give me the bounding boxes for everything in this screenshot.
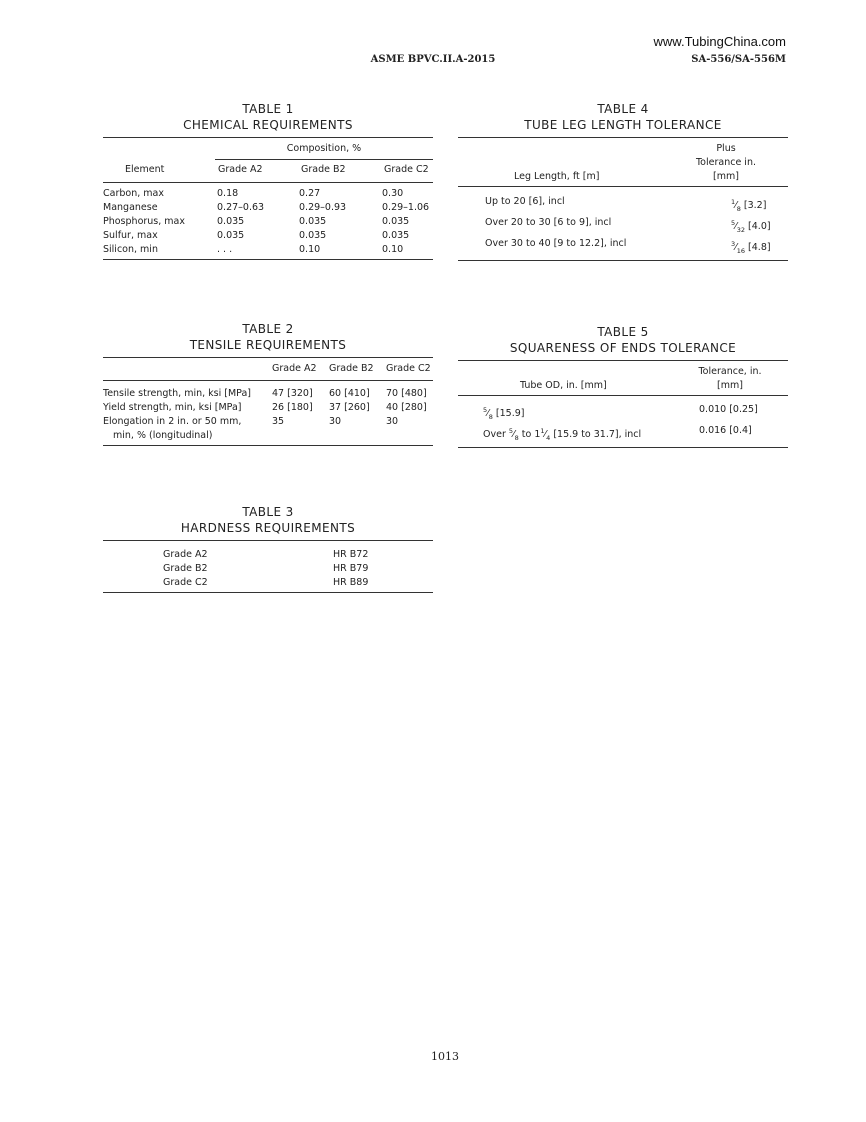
cell: HR B89 xyxy=(333,577,369,588)
table-row xyxy=(103,201,433,215)
fraction-denominator: 8 xyxy=(514,434,519,443)
cell: Carbon, max xyxy=(103,188,164,199)
table-1-group-header: Composition, % xyxy=(286,143,362,154)
table-row xyxy=(103,548,433,562)
cell: 40 [280] xyxy=(386,402,427,413)
cell: 0.29–1.06 xyxy=(382,202,430,213)
table-row xyxy=(458,424,788,445)
cell: HR B72 xyxy=(333,549,369,560)
fraction-numerator: 5 xyxy=(483,406,488,414)
table-5-title: SQUARENESS OF ENDS TOLERANCE xyxy=(509,341,737,355)
fraction-cell: $^1⁄_8$ [3.2] xyxy=(731,198,767,214)
cell: Up to 20 [6], incl xyxy=(485,196,565,207)
table-row xyxy=(458,216,788,237)
table-2-col-grade-b2: Grade B2 xyxy=(329,363,374,374)
table-row xyxy=(103,387,433,401)
cell: 26 [180] xyxy=(272,402,313,413)
fraction-numerator: 3 xyxy=(731,240,736,249)
cell: 0.10 xyxy=(299,244,321,255)
table-row xyxy=(103,415,433,429)
table-5-col-tolerance-1: Tolerance, in. xyxy=(698,366,762,377)
table-row xyxy=(103,215,433,229)
table-4-title: TUBE LEG LENGTH TOLERANCE xyxy=(524,118,722,132)
cell: Yield strength, min, ksi [MPa] xyxy=(103,402,242,413)
fraction-denominator: 4 xyxy=(546,434,551,443)
table-row xyxy=(103,562,433,576)
table-1-col-grade-b2: Grade B2 xyxy=(301,164,346,175)
fraction-numerator: 5 xyxy=(508,427,514,436)
table-row xyxy=(103,229,433,243)
table-2-col-grade-c2: Grade C2 xyxy=(386,363,431,374)
table-row xyxy=(103,243,433,257)
cell: 0.10 xyxy=(382,244,404,255)
cell: 70 [480] xyxy=(386,388,427,399)
table-4-number: TABLE 4 xyxy=(597,102,649,116)
table-row xyxy=(103,187,433,201)
cell: 47 [320] xyxy=(272,388,313,399)
fraction-cell: $^3⁄_{16}$ [4.8] xyxy=(731,240,771,256)
website-watermark: www.TubingChina.com xyxy=(653,34,786,49)
table-2-col-grade-a2: Grade A2 xyxy=(272,363,317,374)
cell: Over xyxy=(483,429,506,441)
cell: [4.8] xyxy=(748,242,771,254)
cell: Over 30 to 40 [9 to 12.2], incl xyxy=(485,238,627,250)
cell: Grade C2 xyxy=(163,577,208,588)
table-5-col-tolerance-2: [mm] xyxy=(717,380,743,391)
fraction-cell: $^5⁄_8$ [15.9] xyxy=(483,406,525,422)
fraction-numerator: 5 xyxy=(731,219,736,228)
table-1-chemical-requirements xyxy=(103,101,433,260)
cell: 0.30 xyxy=(382,188,404,199)
cell: Over 20 to 30 [6 to 9], incl xyxy=(485,217,612,229)
cell: to 1 xyxy=(521,429,541,441)
cell: Grade A2 xyxy=(163,549,208,560)
fraction-cell: $^5⁄_{32}$ [4.0] xyxy=(731,219,771,235)
cell: 0.035 xyxy=(217,216,245,227)
cell: 60 [410] xyxy=(329,388,370,399)
table-1-col-element: Element xyxy=(125,164,165,175)
cell: . . . xyxy=(217,244,233,255)
cell: [3.2] xyxy=(743,200,767,212)
table-5-number: TABLE 5 xyxy=(597,325,649,339)
fraction-cell: Over $^5⁄_8$ to $1^1⁄_4$ [15.9 to 31.7], incl xyxy=(483,427,642,443)
cell: Tensile strength, min, ksi [MPa] xyxy=(103,388,251,399)
table-4-col-tolerance-1: Plus xyxy=(716,143,736,154)
table-4-col-leg-length: Leg Length, ft [m] xyxy=(514,171,600,182)
table-5-col-tube-od: Tube OD, in. [mm] xyxy=(520,380,607,391)
cell: 30 xyxy=(329,416,342,427)
cell: 0.18 xyxy=(217,188,239,199)
table-row xyxy=(103,576,433,590)
table-3-hardness-requirements xyxy=(103,504,433,593)
cell: HR B79 xyxy=(333,563,369,574)
cell: 30 xyxy=(386,416,399,427)
cell: 0.016 [0.4] xyxy=(699,425,752,437)
fraction-denominator: 8 xyxy=(488,413,493,422)
cell: 0.035 xyxy=(299,230,327,241)
cell: 0.035 xyxy=(382,216,410,227)
cell: Silicon, min xyxy=(103,244,158,255)
cell: [15.9 to 31.7], incl xyxy=(553,429,642,441)
cell: Elongation in 2 in. or 50 mm, xyxy=(103,416,242,427)
table-4-col-tolerance-3: [mm] xyxy=(713,171,739,182)
cell: 37 [260] xyxy=(329,402,370,413)
table-4-col-tolerance-2: Tolerance in. xyxy=(695,157,756,168)
cell: [15.9] xyxy=(495,408,525,420)
cell: 0.27 xyxy=(299,188,321,199)
table-2-title: TENSILE REQUIREMENTS xyxy=(189,338,347,352)
fraction-denominator: 32 xyxy=(736,226,746,235)
cell: 0.035 xyxy=(382,230,410,241)
table-1-number: TABLE 1 xyxy=(242,102,294,116)
page-number: 1013 xyxy=(431,1050,459,1063)
table-row xyxy=(458,237,788,258)
table-3-title: HARDNESS REQUIREMENTS xyxy=(180,521,356,535)
table-1-col-grade-a2: Grade A2 xyxy=(218,164,263,175)
cell: 0.035 xyxy=(299,216,327,227)
cell: 35 xyxy=(272,416,285,427)
cell: 0.035 xyxy=(217,230,245,241)
table-1-title: CHEMICAL REQUIREMENTS xyxy=(183,118,353,132)
specification-code: SA-556/SA-556M xyxy=(691,54,786,65)
fraction-numerator: 1 xyxy=(731,198,736,206)
table-2-tensile-requirements xyxy=(103,321,433,446)
table-row xyxy=(103,401,433,415)
cell: 0.27–0.63 xyxy=(217,202,265,213)
fraction-numerator: 1 xyxy=(540,427,545,436)
table-row xyxy=(458,403,788,424)
table-5-squareness-of-ends-tolerance xyxy=(458,324,788,448)
document-code: ASME BPVC.II.A-2015 xyxy=(370,54,496,65)
cell: [4.0] xyxy=(748,221,771,233)
cell: Grade B2 xyxy=(163,563,208,574)
fraction-denominator: 16 xyxy=(736,247,746,256)
cell: 0.010 [0.25] xyxy=(699,404,758,415)
table-2-number: TABLE 2 xyxy=(242,322,294,336)
table-2-row-3-continuation: min, % (longitudinal) xyxy=(113,430,213,441)
fraction-denominator: 8 xyxy=(736,205,741,214)
table-4-tube-leg-length-tolerance xyxy=(458,101,788,261)
cell: Sulfur, max xyxy=(103,230,158,241)
cell: Phosphorus, max xyxy=(103,216,185,227)
table-row xyxy=(458,195,788,216)
cell: Manganese xyxy=(103,202,158,213)
table-3-number: TABLE 3 xyxy=(242,505,294,519)
table-1-col-grade-c2: Grade C2 xyxy=(384,164,429,175)
cell: 0.29–0.93 xyxy=(299,202,347,213)
